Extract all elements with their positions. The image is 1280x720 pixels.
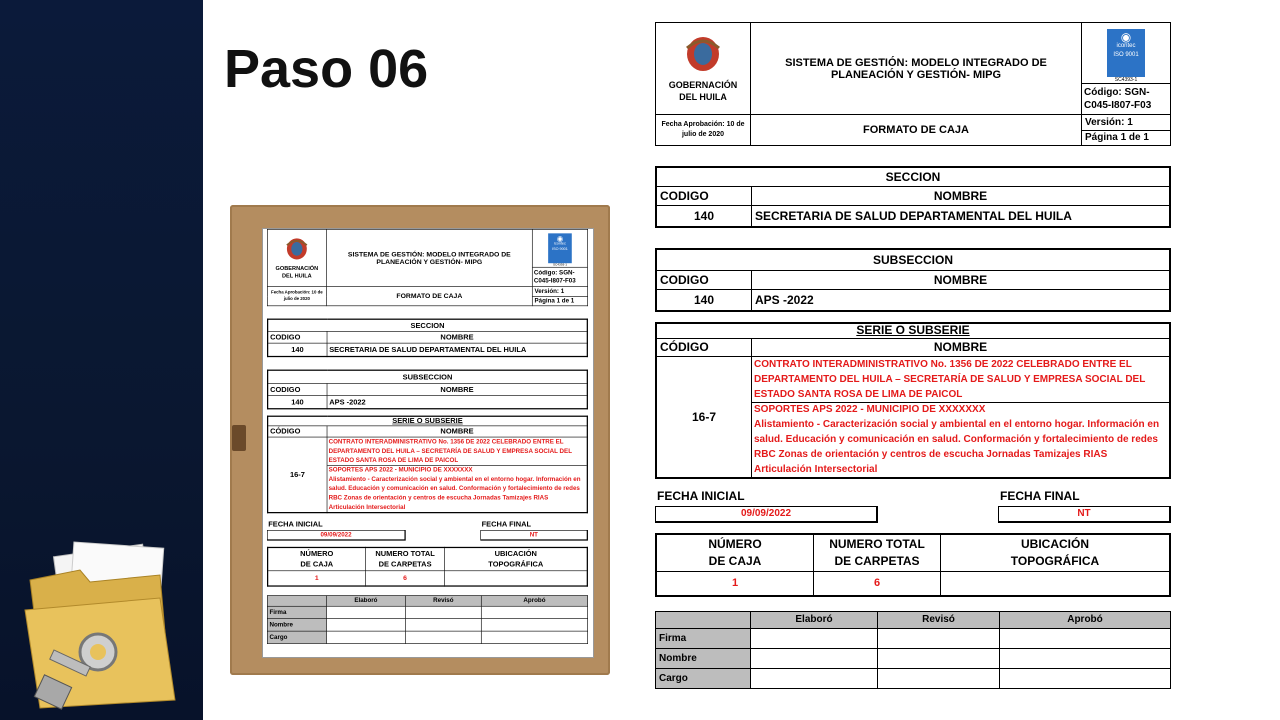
firmas-row-nombre: Nombre: [267, 618, 326, 630]
cert-brand: icontec: [554, 242, 566, 246]
caja-h2a: NUMERO TOTAL: [829, 536, 925, 551]
approval-date: Fecha Aprobación: 10 de julio de 2020: [267, 287, 326, 306]
subseccion-name: APS -2022: [752, 289, 1171, 311]
form-header: [655, 22, 1171, 146]
coat-of-arms-icon: [681, 34, 725, 74]
approval-date: Fecha Aprobación: 10 de julio de 2020: [656, 115, 751, 146]
cert-brand: icontec: [1116, 43, 1136, 49]
org-name-line1: GOBERNACIÓN: [668, 80, 738, 90]
subseccion-code: 140: [268, 395, 327, 409]
subseccion-table: [655, 248, 1171, 312]
subseccion-code: 140: [656, 289, 752, 311]
serie-col-name: NOMBRE: [327, 426, 587, 437]
firmas-elaboro: Elaboró: [751, 611, 878, 628]
serie-table: [267, 416, 588, 513]
serie-detail-text: Alistamiento - Caracterización social y ambiental en el entorno hogar. Información en salud. Educación y comunicación en salud. Conformación y fortalecimiento de redes RBC Zonas de orientación y centros de escucha Jornadas Tamizajes RIAS Articulación Intersectorial: [328, 475, 581, 511]
caja-h1a: NÚMERO: [708, 536, 762, 551]
icontec-icon: ◉ icontec ISO 9001: [1107, 29, 1145, 77]
serie-support-text: SOPORTES APS 2022 - MUNICIPIO DE XXXXXXX: [754, 403, 986, 415]
fecha-inicial-label: FECHA INICIAL: [657, 488, 745, 503]
subseccion-col-code: CODIGO: [268, 383, 327, 395]
serie-header: SERIE O SUBSERIE: [656, 323, 1170, 338]
fecha-final-label: FECHA FINAL: [1000, 488, 1080, 503]
caja-h2a: NUMERO TOTAL: [375, 549, 435, 558]
firmas-row-firma: Firma: [656, 628, 751, 648]
serie-detail-text: Alistamiento - Caracterización social y ambiental en el entorno hogar. Información en salud. Educación y comunicación en salud. Conformación y fortalecimiento de redes RBC Zonas de orientación y centros de escucha Jornadas Tamizajes RIAS Articulación Intersectorial: [754, 418, 1160, 475]
seccion-name: SECRETARIA DE SALUD DEPARTAMENTAL DEL HUILA: [752, 205, 1171, 227]
slide-title: Paso 06: [224, 39, 429, 99]
caja-table: [267, 547, 588, 587]
seccion-name: SECRETARIA DE SALUD DEPARTAMENTAL DEL HUILA: [327, 343, 587, 357]
fecha-final-value: NT: [998, 506, 1171, 523]
serie-header: SERIE O SUBSERIE: [268, 416, 588, 425]
subseccion-header: SUBSECCION: [656, 249, 1170, 270]
header-logo-cell: [656, 23, 751, 115]
form-page: Página 1 de 1: [1082, 130, 1171, 146]
subseccion-header: SUBSECCION: [268, 370, 588, 383]
form-page: Página 1 de 1: [532, 296, 587, 306]
system-title: SISTEMA DE GESTIÓN: MODELO INTEGRADO DE PLANEACIÓN Y GESTIÓN- MIPG: [326, 229, 532, 286]
org-name-line1: GOBERNACIÓN: [275, 265, 319, 272]
caja-ubicacion: [445, 571, 588, 586]
fecha-inicial-value: 09/09/2022: [655, 506, 878, 523]
firmas-row-firma: Firma: [267, 606, 326, 618]
form-version: Versión: 1: [1082, 115, 1171, 131]
mini-form: [267, 229, 588, 644]
serie-code: 16-7: [268, 437, 327, 513]
form-code: Código: SGN-C045-I807-F03: [1084, 87, 1152, 111]
format-title: FORMATO DE CAJA: [751, 115, 1082, 146]
format-title: FORMATO DE CAJA: [326, 287, 532, 306]
form-code: Código: SGN-C045-I807-F03: [533, 269, 576, 285]
caja-h1b: DE CAJA: [708, 553, 762, 568]
firmas-table: [267, 595, 588, 644]
caja-h2b: DE CARPETAS: [834, 553, 920, 568]
seccion-header: SECCION: [268, 319, 588, 331]
firmas-elaboro: Elaboró: [326, 595, 405, 606]
fecha-inicial-label: FECHA INICIAL: [268, 519, 323, 528]
caja-carpetas: 6: [814, 572, 941, 596]
dates-row: [655, 489, 1171, 527]
fecha-final-value: NT: [480, 530, 588, 541]
firmas-reviso: Revisó: [405, 595, 481, 606]
firmas-row-nombre: Nombre: [656, 648, 751, 668]
firmas-row-cargo: Cargo: [267, 631, 326, 643]
cert-iso: ISO 9001: [552, 247, 568, 252]
box-format-form: [655, 22, 1171, 689]
coat-of-arms-icon: [283, 236, 310, 261]
serie-col-name: NOMBRE: [752, 338, 1171, 356]
subseccion-col-name: NOMBRE: [327, 383, 587, 395]
header-right-cell: [532, 229, 587, 286]
caja-h1b: DE CAJA: [300, 559, 334, 569]
cert-iso: ISO 9001: [1113, 52, 1139, 58]
seccion-col-code: CODIGO: [268, 331, 327, 343]
caja-carpetas: 6: [366, 571, 445, 586]
serie-contract-text: CONTRATO INTERADMINISTRATIVO No. 1356 DE 2022 CELEBRADO ENTRE EL DEPARTAMENTO DEL HUILA – SECRETARÍA DE SALUD Y EMPRESA SOCIAL DEL ESTADO SANTA ROSA DE LIMA DE PAICOL: [327, 437, 586, 466]
fecha-final-label: FECHA FINAL: [481, 519, 532, 528]
serie-contract-text: CONTRATO INTERADMINISTRATIVO No. 1356 DE 2022 CELEBRADO ENTRE EL DEPARTAMENTO DEL HUILA – SECRETARÍA DE SALUD Y EMPRESA SOCIAL DEL ESTADO SANTA ROSA DE LIMA DE PAICOL: [752, 357, 1169, 403]
icontec-icon: ◉ icontec ISO 9001: [548, 233, 572, 263]
dates-row: [267, 519, 588, 543]
serie-support-text: SOPORTES APS 2022 - MUNICIPIO DE XXXXXXX: [328, 466, 473, 474]
subseccion-col-name: NOMBRE: [752, 270, 1171, 289]
org-name-line2: DEL HUILA: [679, 92, 727, 102]
caja-h3b: TOPOGRÁFICA: [1010, 553, 1100, 568]
seccion-col-name: NOMBRE: [327, 331, 587, 343]
caja-ubicacion: [941, 572, 1171, 596]
caja-numero: 1: [268, 571, 366, 586]
caja-h3b: TOPOGRÁFICA: [488, 559, 544, 569]
caja-h3a: UBICACIÓN: [1021, 536, 1089, 551]
org-name-line2: DEL HUILA: [281, 272, 312, 279]
caja-h1a: NÚMERO: [300, 549, 334, 558]
header-right-cell: [1082, 23, 1171, 115]
seccion-col-code: CODIGO: [656, 186, 752, 205]
firmas-table: [655, 611, 1171, 689]
seccion-header: SECCION: [656, 167, 1170, 186]
system-title: SISTEMA DE GESTIÓN: MODELO INTEGRADO DE PLANEACIÓN Y GESTIÓN- MIPG: [751, 23, 1082, 115]
subseccion-table: [267, 370, 588, 410]
caja-numero: 1: [656, 572, 814, 596]
firmas-aprobo: Aprobó: [481, 595, 587, 606]
seccion-code: 140: [656, 205, 752, 227]
serie-col-code: CÓDIGO: [656, 338, 752, 356]
serie-table: [655, 322, 1171, 479]
seccion-table: [655, 166, 1171, 228]
serie-col-code: CÓDIGO: [268, 426, 327, 437]
caja-table: [655, 533, 1171, 597]
firmas-row-cargo: Cargo: [656, 668, 751, 688]
firmas-reviso: Revisó: [878, 611, 1000, 628]
firmas-aprobo: Aprobó: [1000, 611, 1171, 628]
form-version: Versión: 1: [532, 287, 587, 297]
seccion-table: [267, 319, 588, 358]
folder-key-icon: [20, 540, 180, 710]
header-logo-cell: [267, 229, 326, 286]
cert-code: SC4393-1: [552, 263, 567, 267]
subseccion-col-code: CODIGO: [656, 270, 752, 289]
subseccion-name: APS -2022: [327, 395, 587, 409]
seccion-col-name: NOMBRE: [752, 186, 1171, 205]
serie-code: 16-7: [656, 356, 752, 478]
box-label-thumbnail: [262, 228, 594, 658]
seccion-code: 140: [268, 343, 327, 357]
cert-code: SC4393-1: [1114, 77, 1138, 83]
caja-h3a: UBICACIÓN: [494, 549, 537, 558]
caja-h2b: DE CARPETAS: [378, 559, 432, 569]
fecha-inicial-value: 09/09/2022: [267, 530, 406, 541]
form-header: [267, 229, 588, 306]
